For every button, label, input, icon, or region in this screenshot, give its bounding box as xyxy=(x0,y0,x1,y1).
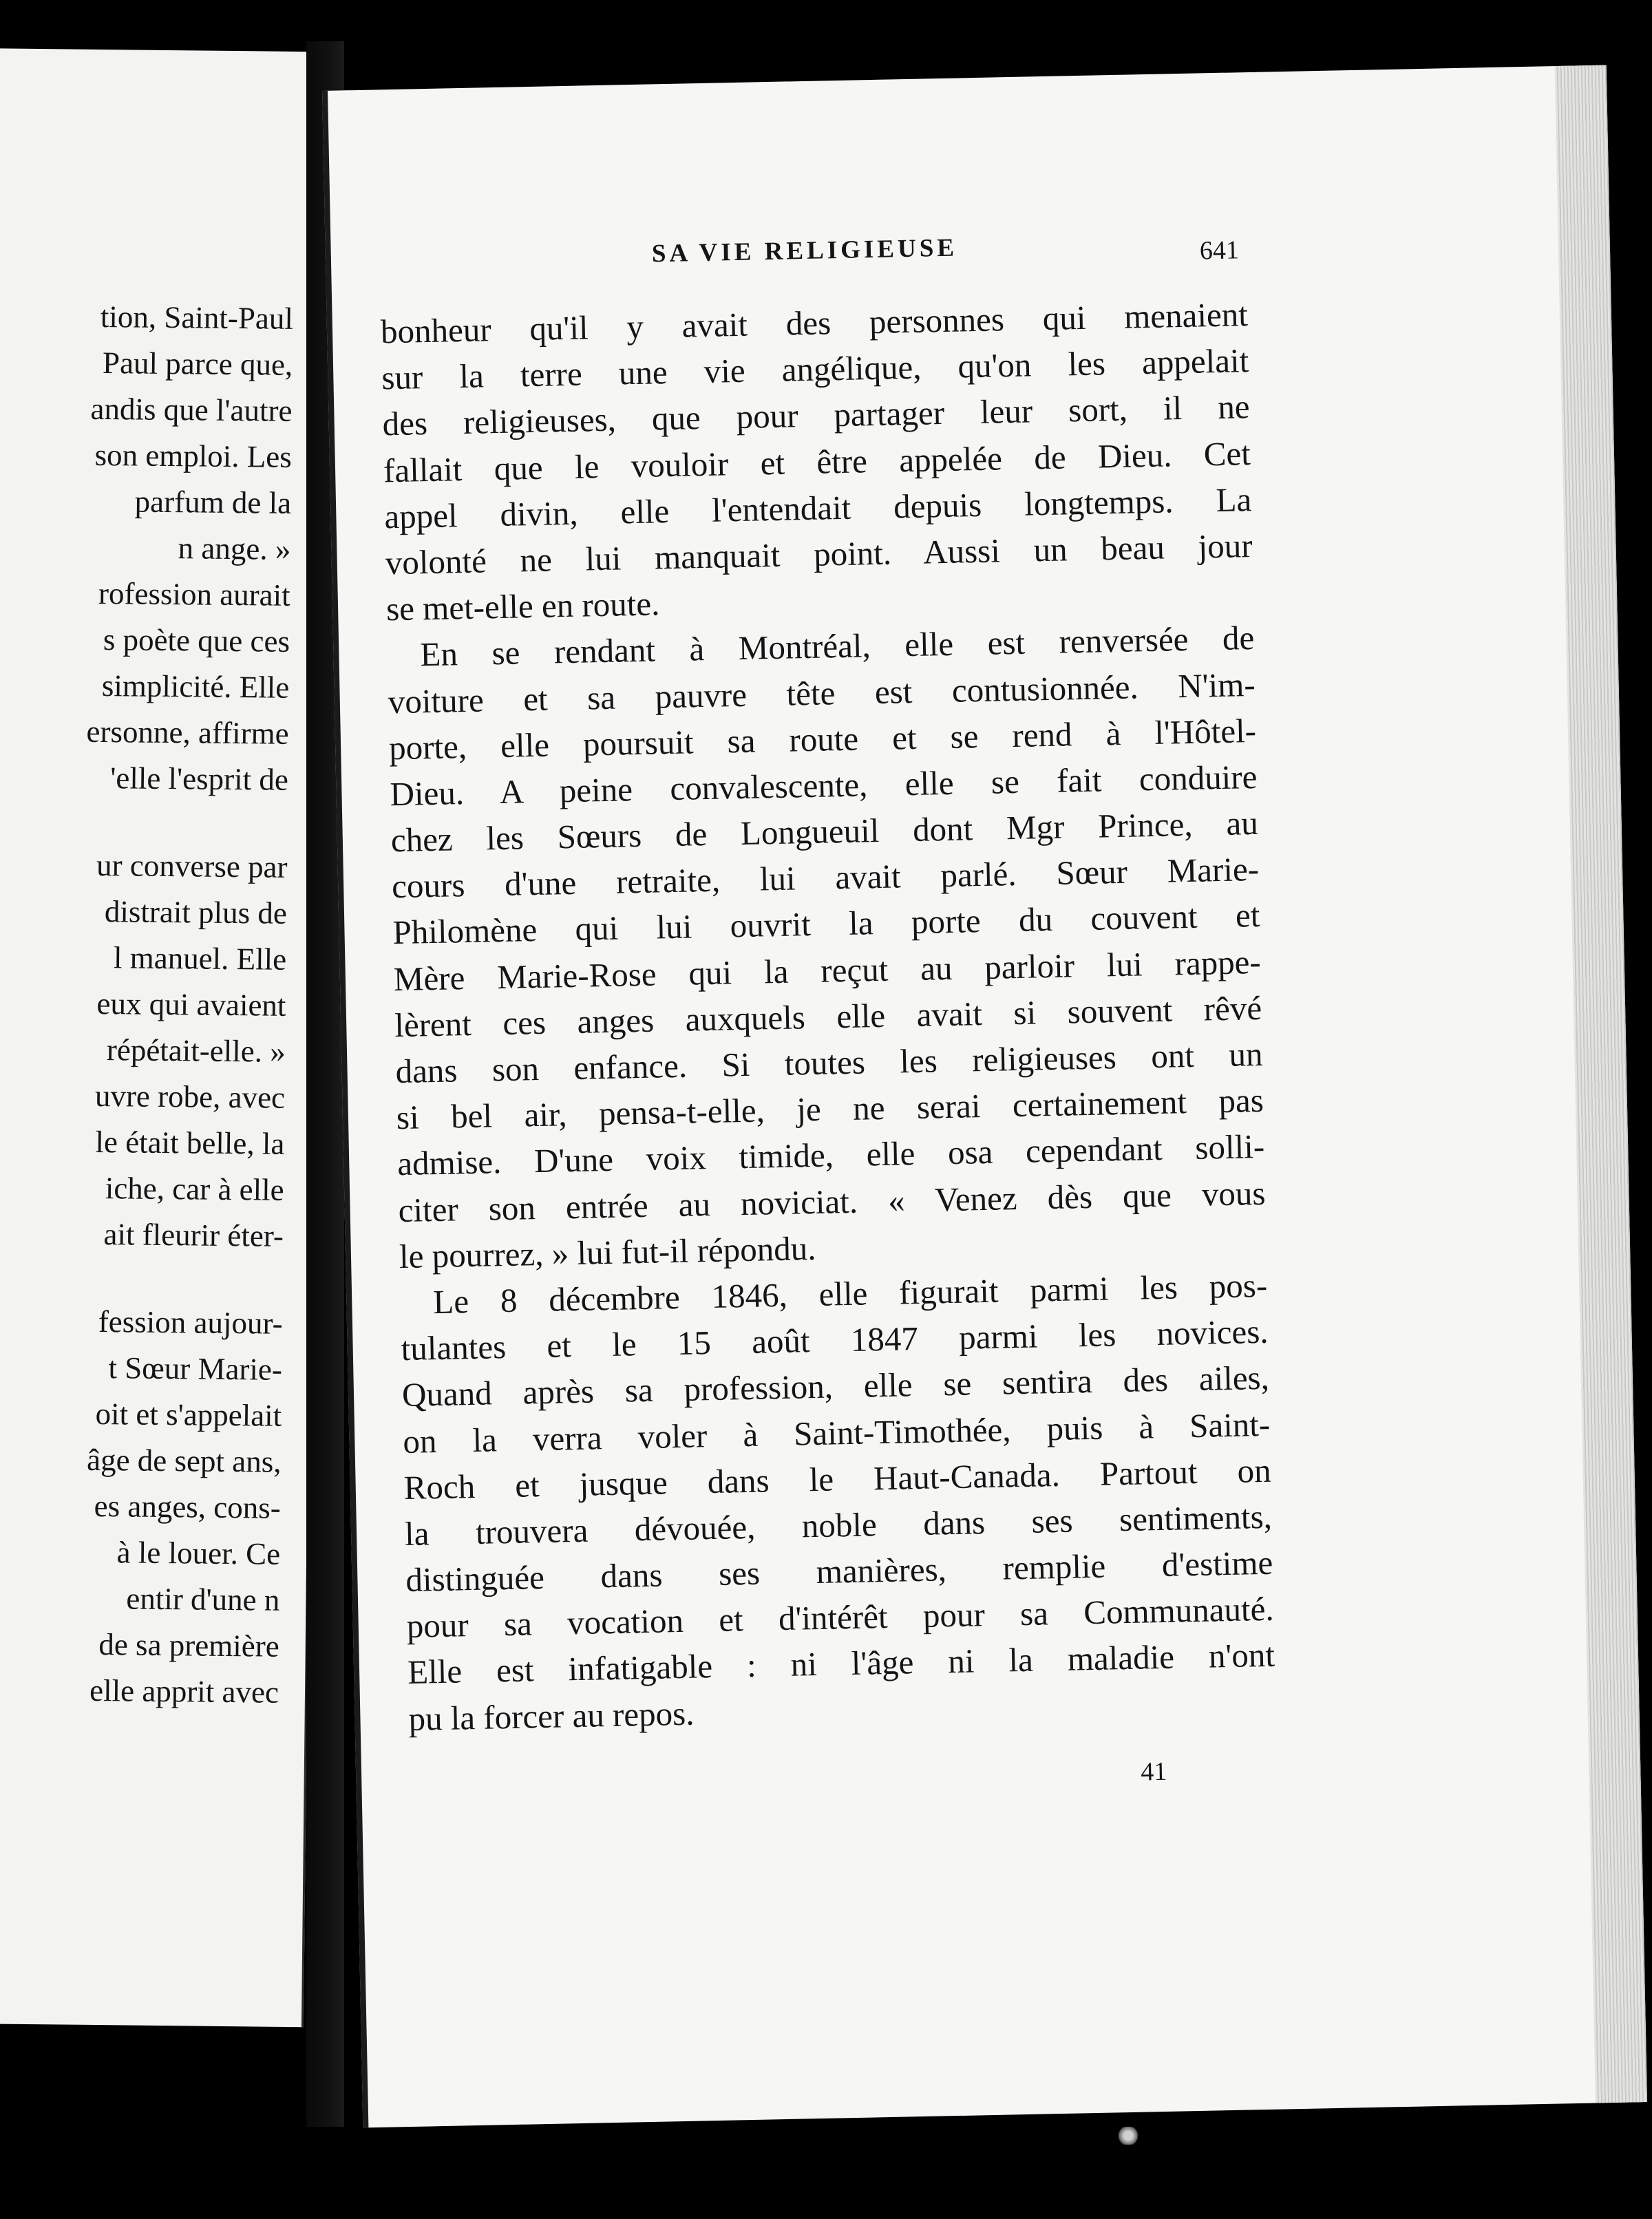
left-page-line: rofession aurait xyxy=(98,575,290,613)
left-page-line: tion, Saint-Paul xyxy=(100,299,294,336)
text-line: Philomène qui lui ouvrit la porte du couvent et xyxy=(392,896,1260,952)
text-line: lèrent ces anges auxquels elle avait si souvent rêvé xyxy=(394,988,1262,1044)
body-text xyxy=(380,291,1276,1742)
left-page-fragment xyxy=(0,48,324,2027)
left-page-line xyxy=(0,800,288,844)
left-page-line: simplicité. Elle xyxy=(101,668,290,705)
text-line: la trouvera dévouée, noble dans ses sentiments, xyxy=(404,1497,1273,1553)
text-line: Elle est infatigable : ni l'âge ni la maladie n'ont xyxy=(407,1636,1275,1692)
text-line: Le 8 décembre 1846, elle figurait parmi les pos- xyxy=(432,1266,1268,1321)
text-line: voiture et sa pauvre tête est contusionnée. N'im- xyxy=(388,665,1256,721)
text-line: volonté ne lui manquait point. Aussi un beau jour xyxy=(385,526,1253,582)
left-page-line: âge de sept ans, xyxy=(86,1442,282,1479)
left-page-line: es anges, cons- xyxy=(94,1488,282,1525)
text-line: chez les Sœurs de Longueuil dont Mgr Prince, au xyxy=(390,803,1259,860)
left-page-line: andis que l'autre xyxy=(90,391,293,428)
left-page-line: répétait-elle. » xyxy=(106,1032,286,1069)
left-page-line: parfum de la xyxy=(134,484,292,520)
text-line: pour sa vocation et d'intérêt pour sa Communauté. xyxy=(406,1589,1275,1646)
page-number: 641 xyxy=(1199,235,1240,266)
left-page-line xyxy=(0,1256,284,1300)
left-page-line: t Sœur Marie- xyxy=(108,1350,283,1387)
left-page-line: Paul parce que, xyxy=(102,346,293,382)
left-page-line: son emploi. Les xyxy=(94,437,293,474)
left-page-line: ur converse par xyxy=(96,847,288,884)
left-page-line: iche, car à elle xyxy=(105,1171,284,1207)
text-line: appel divin, elle l'entendait depuis longtemps. La xyxy=(383,480,1252,536)
text-line: se met-elle en route. xyxy=(385,584,660,628)
right-page xyxy=(322,65,1647,2128)
left-page-line: ersonne, affirme xyxy=(86,714,289,751)
text-line: bonheur qu'il y avait des personnes qui menaient xyxy=(380,295,1249,351)
text-line: des religieuses, que pour partager leur sort, il ne xyxy=(382,387,1251,443)
page-edges xyxy=(1555,65,1647,2103)
left-page-line: le était belle, la xyxy=(95,1124,285,1161)
left-page-line: à le louer. Ce xyxy=(116,1535,281,1571)
text-line: tulantes et le 15 août 1847 parmi les novices. xyxy=(401,1312,1269,1368)
left-page-line: 'elle l'esprit de xyxy=(110,761,289,797)
left-page-line: l manuel. Elle xyxy=(113,940,287,977)
left-page-line: s poète que ces xyxy=(103,622,290,659)
text-line: si bel air, pensa-t-elle, je ne serai certainement pas xyxy=(396,1081,1264,1137)
left-page-line: distrait plus de xyxy=(104,894,288,931)
text-line: Quand après sa profession, elle se sentira des ailes, xyxy=(401,1359,1270,1414)
text-line: le pourrez, » lui fut-il répondu. xyxy=(399,1229,816,1275)
left-page-line: uvre robe, avec xyxy=(94,1078,286,1115)
text-line: fallait que le vouloir et être appelée de Dieu. Cet xyxy=(383,434,1251,489)
text-line: citer son entrée au noviciat. « Venez dès que vous xyxy=(398,1174,1266,1229)
text-line: Dieu. A peine convalescente, elle se fait conduire xyxy=(389,757,1258,814)
text-line: cours d'une retraite, lui avait parlé. Sœur Marie- xyxy=(391,850,1260,906)
signature-number: 41 xyxy=(1140,1756,1167,1787)
running-head: SA VIE RELIGIEUSE xyxy=(651,233,958,268)
left-page-line: entir d'une n xyxy=(126,1581,280,1617)
paragraph xyxy=(380,291,1253,633)
text-line: dans son enfance. Si toutes les religieuses ont un xyxy=(395,1034,1263,1091)
text-line: admise. D'une voix timide, elle osa cependant solli- xyxy=(396,1127,1265,1183)
text-line: porte, elle poursuit sa route et se rend à l'Hôtel- xyxy=(388,711,1257,767)
left-page-line: eux qui avaient xyxy=(96,986,286,1023)
left-page-line: oit et s'appelait xyxy=(95,1396,282,1433)
text-line: on la verra voler à Saint-Timothée, puis à Saint- xyxy=(402,1405,1271,1461)
text-line: sur la terre une vie angélique, qu'on les appelait xyxy=(381,341,1249,397)
left-page-line: fession aujour- xyxy=(98,1304,283,1341)
text-line: distinguée dans ses manières, remplie d'estime xyxy=(405,1543,1273,1600)
left-page-line: elle apprit avec xyxy=(89,1673,279,1710)
paragraph xyxy=(400,1262,1276,1742)
text-line: En se rendant à Montréal, elle est renversée de xyxy=(419,619,1255,674)
left-page-line: de sa première xyxy=(98,1627,279,1664)
text-line: Mère Marie-Rose qui la reçut au parloir lui rappe- xyxy=(393,942,1262,998)
paragraph xyxy=(387,615,1267,1280)
left-page-line: n ange. » xyxy=(178,531,291,566)
left-page-text xyxy=(0,293,293,1715)
left-page-line: ait fleurir éter- xyxy=(103,1217,284,1253)
scan-speck xyxy=(1116,2127,1140,2145)
text-line: Roch et jusque dans le Haut-Canada. Partout on xyxy=(403,1451,1272,1507)
text-line: pu la forcer au repos. xyxy=(407,1694,695,1738)
